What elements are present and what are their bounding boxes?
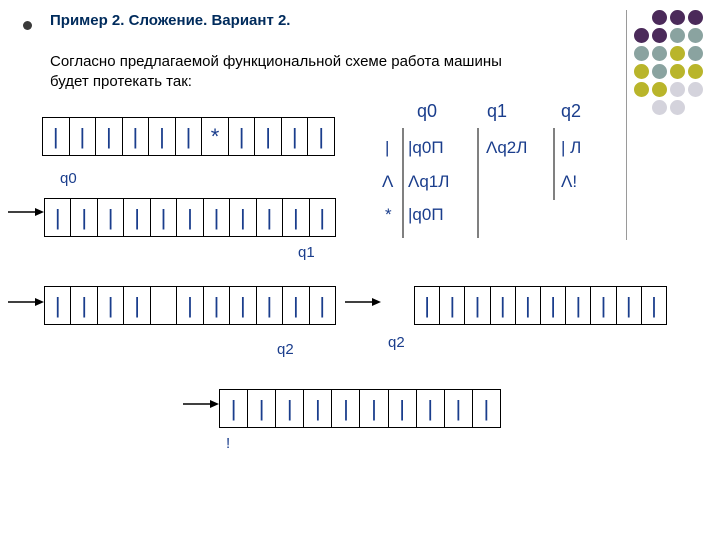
table-row-symbol: |: [385, 138, 390, 157]
tape-cell: |: [204, 199, 230, 236]
tape-cell: |: [70, 118, 97, 155]
tape-cell: |: [491, 287, 516, 324]
tape-cell: |: [483, 395, 490, 421]
table-row-symbol: Λ: [382, 172, 394, 191]
tape-cell: |: [282, 118, 309, 155]
tape-cell: [151, 287, 177, 324]
tape-cell: |: [257, 287, 283, 324]
tape-cell: |: [276, 390, 304, 427]
tape-cell: |: [96, 118, 123, 155]
tape-cell: |: [541, 287, 566, 324]
tape-cell: |: [176, 118, 203, 155]
tape-cell: |: [445, 390, 473, 427]
tape-2: [44, 198, 336, 237]
tape-cell: |: [591, 287, 616, 324]
tape-cell: |: [45, 287, 71, 324]
tape-cell: |: [230, 287, 256, 324]
tape-cell: |: [617, 287, 642, 324]
table-cell: | Л: [561, 138, 582, 157]
tape-cell: |: [71, 199, 97, 236]
tape-cell: |: [360, 390, 388, 427]
table-cell: |q0П: [408, 205, 444, 224]
table-row-symbol: *: [385, 205, 392, 224]
tape-cell: |: [177, 287, 203, 324]
table-header-q0: q0: [417, 101, 438, 121]
tape-cell: |: [283, 287, 309, 324]
table-header-q1: q1: [487, 101, 508, 121]
tape-cell: |: [283, 199, 309, 236]
tape-cell: |: [516, 287, 541, 324]
tape-cell: *: [202, 118, 229, 155]
tape-cell: |: [319, 292, 326, 318]
tape-cell: |: [465, 287, 490, 324]
table-cell: |q0П: [408, 138, 444, 157]
tape-cell: |: [230, 199, 256, 236]
tape-4: [414, 286, 667, 325]
tape-cell: |: [98, 287, 124, 324]
head-arrow-icon: [8, 295, 44, 309]
tape-cell: |: [43, 118, 70, 155]
tape-cell: |: [124, 287, 150, 324]
tape-cell: |: [415, 287, 440, 324]
tape-cell: |: [332, 390, 360, 427]
tape-cell: |: [318, 123, 325, 149]
table-cell: Λq1Л: [408, 172, 450, 191]
tape-cell: |: [98, 199, 124, 236]
tape-cell: |: [151, 199, 177, 236]
tape-cell: |: [220, 390, 248, 427]
tape-cell: |: [45, 199, 71, 236]
tape-cell: |: [417, 390, 445, 427]
tape-cell: |: [204, 287, 230, 324]
head-arrow-icon: [183, 397, 219, 411]
tape-cell: |: [248, 390, 276, 427]
tape-5-state-label: !: [226, 435, 231, 452]
tape-cell: |: [123, 118, 150, 155]
slide-title: Пример 2. Сложение. Вариант 2.: [50, 12, 291, 29]
tape-cell: |: [304, 390, 332, 427]
tape-cell: |: [257, 199, 283, 236]
tape-cell: |: [566, 287, 591, 324]
tape-3: [44, 286, 336, 325]
tape-cell: |: [149, 118, 176, 155]
tape-cell: |: [229, 118, 256, 155]
tape-1-state-label: q0: [60, 170, 77, 187]
tape-3-state-label: q2: [277, 341, 294, 358]
tape-cell: |: [440, 287, 465, 324]
tape-cell: |: [319, 204, 326, 230]
tape-cell: |: [71, 287, 97, 324]
tape-cell: |: [651, 292, 657, 318]
tape-cell: |: [124, 199, 150, 236]
tape-5: [219, 389, 501, 428]
tape-cell: |: [255, 118, 282, 155]
table-header-q2: q2: [561, 101, 582, 121]
head-arrow-icon: [345, 295, 381, 309]
tape-4-state-label: q2: [388, 334, 405, 351]
paragraph-line-2: будет протекать так:: [50, 73, 192, 90]
table-cell: Λq2Л: [486, 138, 528, 157]
tape-2-state-label: q1: [298, 244, 315, 261]
tape-1: [42, 117, 335, 156]
head-arrow-icon: [8, 205, 44, 219]
tape-cell: |: [389, 390, 417, 427]
tape-cell: |: [177, 199, 203, 236]
paragraph-line-1: Согласно предлагаемой функциональной схеме работа машины: [50, 53, 502, 70]
table-cell: Λ!: [561, 172, 578, 191]
